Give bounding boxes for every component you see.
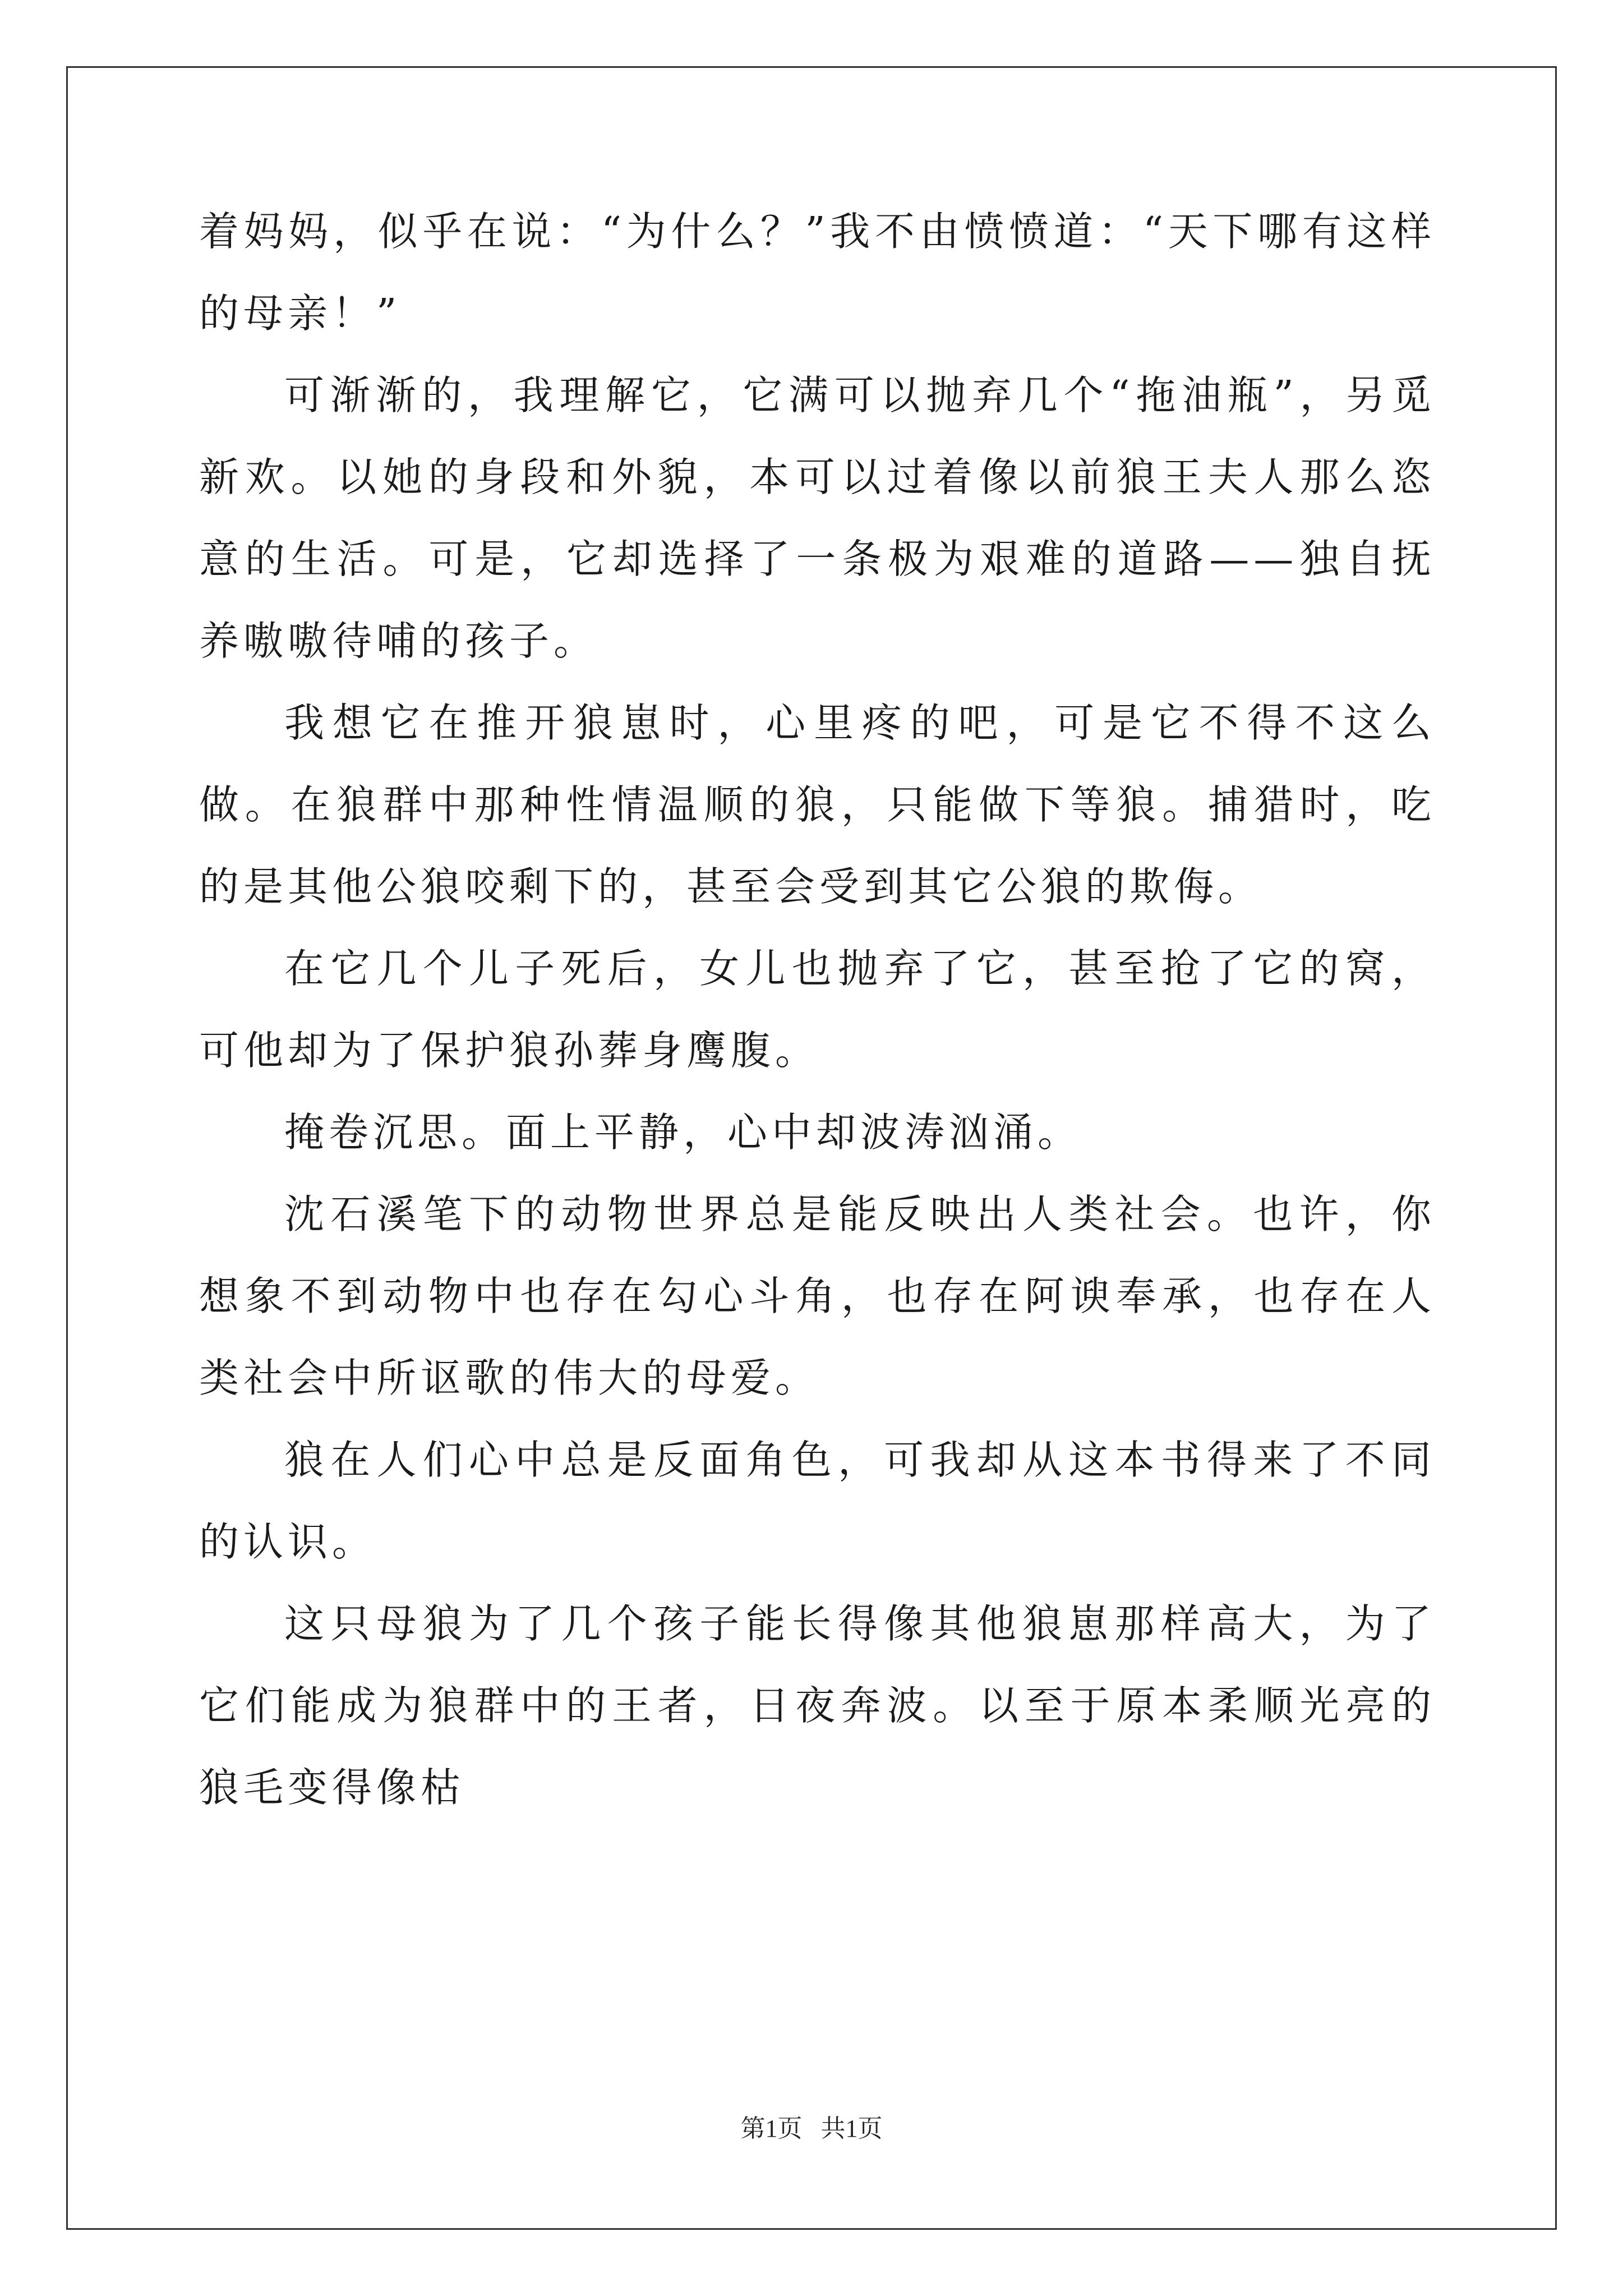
paragraph-8: 这只母狼为了几个孩子能长得像其他狼崽那样高大，为了它们能成为狼群中的王者，日夜奔波。以至于原本柔顺光亮的狼毛变得像枯	[199, 1600, 1436, 1811]
paragraph-4: 在它几个儿子死后，女儿也抛弃了它，甚至抢了它的窝，可他却为了保护狼孙葬身鹰腹。	[199, 945, 1436, 1074]
paragraph-1: 着妈妈，似乎在说：“为什么？”我不由愤愤道：“天下哪有这样的母亲！”	[199, 208, 1436, 337]
paragraph-3: 我想它在推开狼崽时，心里疼的吧，可是它不得不这么做。在狼群中那种性情温顺的狼，只能做下等狼。捕猎时，吃的是其他公狼咬剩下的，甚至会受到其它公狼的欺侮。	[199, 700, 1436, 910]
paragraph-6: 沈石溪笔下的动物世界总是能反映出人类社会。也许，你想象不到动物中也存在勾心斗角，也存在阿谀奉承，也存在人类社会中所讴歌的伟大的母爱。	[199, 1191, 1436, 1401]
paragraph-7: 狼在人们心中总是反面角色，可我却从这本书得来了不同的认识。	[199, 1437, 1436, 1565]
paragraph-5: 掩卷沉思。面上平静，心中却波涛汹涌。	[284, 1109, 1082, 1156]
page-number-footer: 第1页 共1页	[740, 2115, 883, 2142]
document-body	[199, 191, 1436, 1829]
paragraph-2: 可渐渐的，我理解它，它满可以抛弃几个“拖油瓶”，另觅新欢。以她的身段和外貌，本可以过着像以前狼王夫人那么恣意的生活。可是，它却选择了一条极为艰难的道路——独自抚养嗷嗷待哺的孩子。	[199, 372, 1436, 664]
